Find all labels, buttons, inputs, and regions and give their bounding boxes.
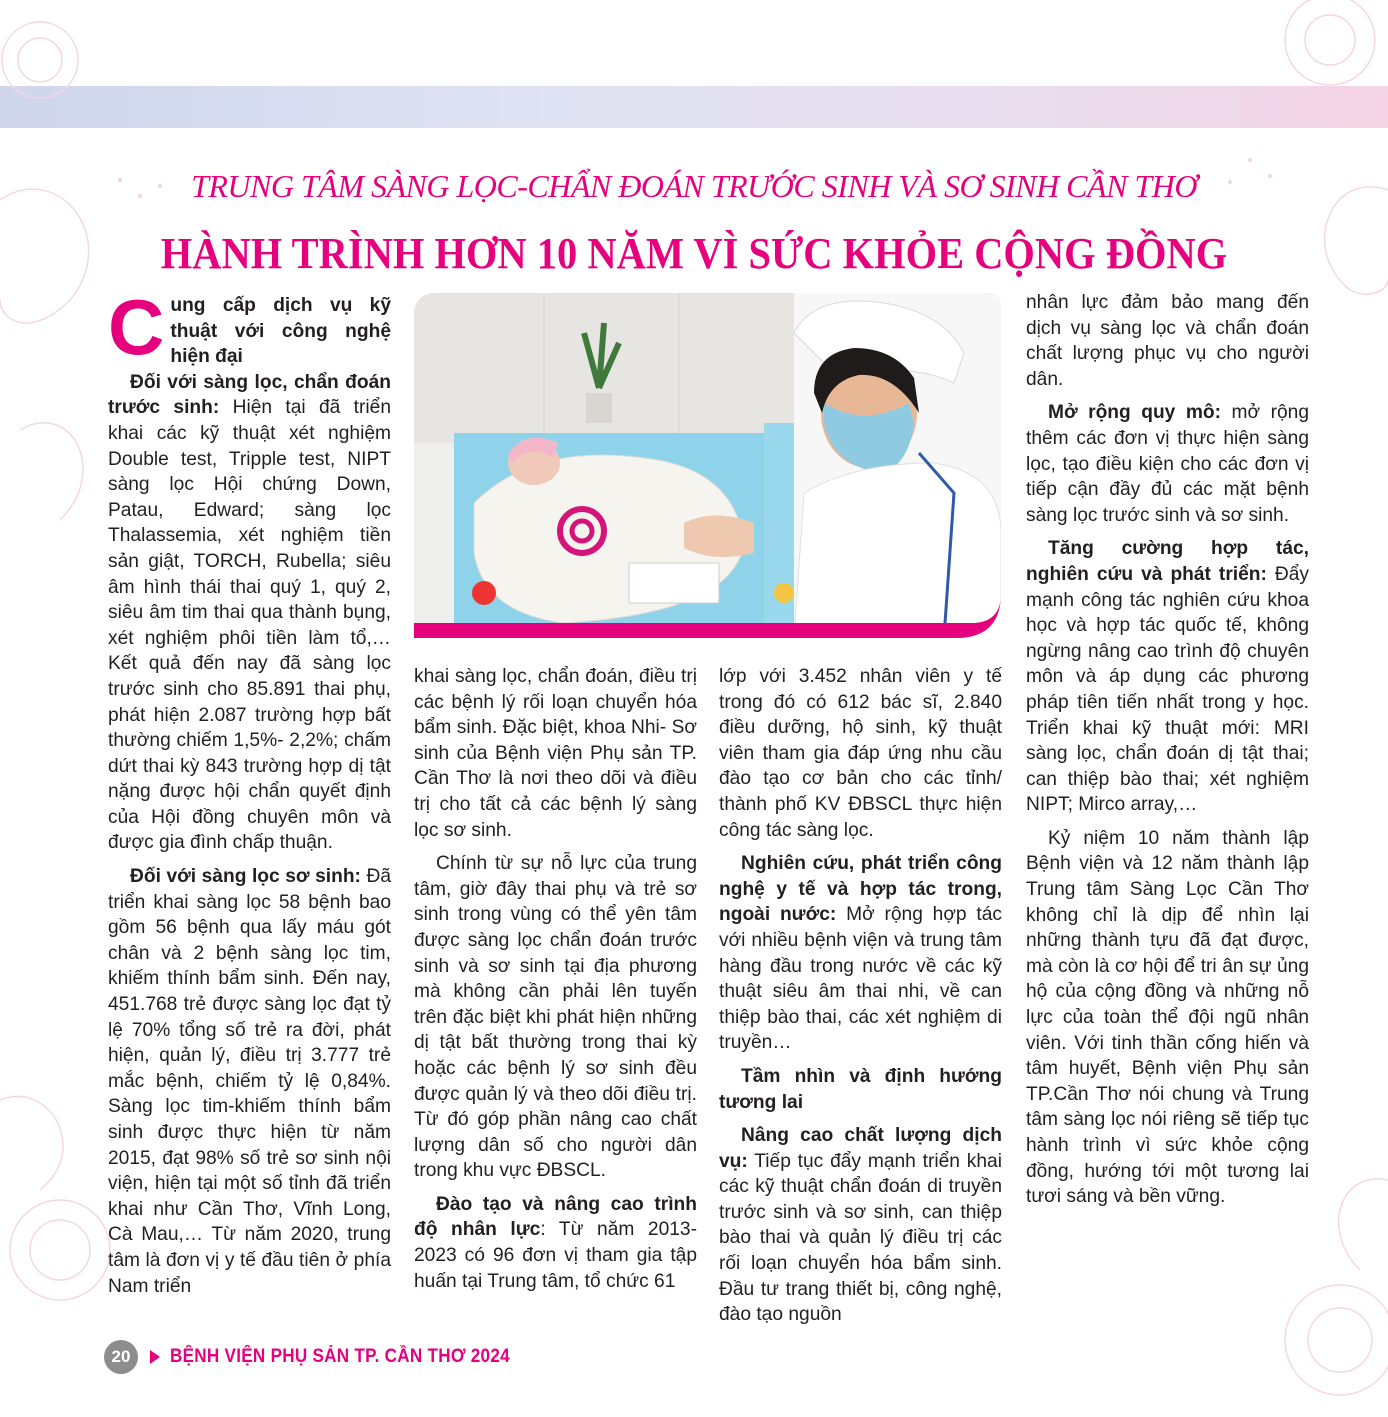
lead-newborn: Đối với sàng lọc sơ sinh: bbox=[130, 866, 361, 888]
article-title: HÀNH TRÌNH HƠN 10 NĂM VÌ SỨC KHỎE CỘNG ĐỒNG bbox=[160, 229, 1228, 278]
nurse-newborn-photo bbox=[414, 293, 1001, 638]
paragraph-research: Nghiên cứu, phát triển công nghệ y tế và hợp tác trong, ngoài nước: Mở rộng hợp tác với nhiều bệnh viện và trung tâm hàng đầu trong nước về các kỹ thuật siêu âm thai nhi, về can thiệp bào thai, các xét nghiệm di truyền… bbox=[719, 853, 1002, 1054]
lead-quality: Nâng cao chất lượng dịch vụ: bbox=[719, 1125, 1002, 1172]
paragraph-quality: Nâng cao chất lượng dịch vụ: Tiếp tục đẩy mạnh triển khai các kỹ thuật chẩn đoán di truyền trước sinh và sơ sinh, can thiệp bào thai và quản lý điều trị các rối loạn chuyển hóa bẩm sinh. Đầu tư trang thiết bị, công nghệ, đào tạo nguồn bbox=[719, 1125, 1002, 1326]
article-column-3 bbox=[719, 664, 1002, 1328]
section-heading-vision: Tầm nhìn và định hướng tương lai bbox=[719, 1065, 1002, 1113]
paragraph-training: Đào tạo và nâng cao trình độ nhân lực: Từ năm 2013-2023 có 96 đơn vị tham gia tập huấn tại Trung tâm, tổ chức 61 bbox=[414, 1193, 697, 1292]
drop-cap: C bbox=[108, 283, 165, 371]
article-subhead: ung cấp dịch vụ kỹ thuật với công nghệ hiện đại bbox=[170, 295, 391, 368]
paragraph-anniversary: Kỷ niệm 10 năm thành lập Bệnh viện và 12 năm thành lập Trung tâm Sàng Lọc Cần Thơ không chỉ là dịp để nhìn lại những thành tựu đã đạt được, mà còn là cơ hội để tri ân sự ủng hộ của cộng đồng và những nỗ lực của toàn thể đội ngũ nhân viên. Với tinh thần cống hiến và tâm huyết, Bệnh viện Phụ sản TP.Cần Thơ nói chung và Trung tâm sàng lọc nói riêng sẽ tiếp tục hành trình vì sức khỏe cộng đồng, hướng tới một tương lai tươi sáng và bền vững. bbox=[1026, 827, 1309, 1208]
paragraph-quality-continued: nhân lực đảm bảo mang đến dịch vụ sàng lọc và chẩn đoán chất lượng phục vụ cho người dân. bbox=[1026, 292, 1309, 390]
page-footer bbox=[104, 1337, 548, 1377]
paragraph-cooperation: Tăng cường hợp tác, nghiên cứu và phát triển: Đẩy mạnh công tác nghiên cứu khoa học và hợp tác quốc tế, không ngừng nâng cao trình độ chuyên môn và áp dụng các phương pháp tiên tiến nhất trong y học. Triển khai kỹ thuật mới: MRI sàng lọc, chẩn đoán dị tật thai; can thiệp bào thai; xét nghiệm NIPT; Mirco array,… bbox=[1026, 538, 1310, 816]
page-number: 20 bbox=[104, 1340, 138, 1374]
section-kicker: TRUNG TÂM SÀNG LỌC-CHẨN ĐOÁN TRƯỚC SINH VÀ SƠ SINH CẦN THƠ bbox=[191, 168, 1197, 204]
paragraph-training-continued: lớp với 3.452 nhân viên y tế trong đó có 612 bác sĩ, 2.840 điều dưỡng, hộ sinh, kỹ thuật viên tham gia đáp ứng nhu cầu đào tạo cơ bản cho các tỉnh/ thành phố KV ĐBSCL thực hiện công tác sàng lọc. bbox=[719, 666, 1002, 841]
lead-cooperation: Tăng cường hợp tác, nghiên cứu và phát triển: bbox=[1026, 538, 1309, 585]
paragraph-scale: Mở rộng quy mô: mở rộng thêm các đơn vị thực hiện sàng lọc, tạo điều kiện cho các đơn vị tiếp cận đầy đủ các mặt bệnh sàng lọc trước sinh và sơ sinh. bbox=[1026, 402, 1309, 526]
header-band bbox=[0, 86, 1388, 128]
article-column-1 bbox=[108, 283, 392, 1299]
paragraph-prenatal: Đối với sàng lọc, chẩn đoán trước sinh: Hiện tại đã triển khai các kỹ thuật xét nghiệm Double test, Tripple test, NIPT sàng lọc Hội chứng Down, Patau, Edward; sàng lọc Thalassemia, xét nghiệm tiền sản giật, TORCH, Rubella; siêu âm hình thái thai quý 1, quý 2, siêu âm tim thai qua thành bụng, xét nghiệm phôi tiền làm tổ,… Kết quả đến nay đã sàng lọc trước sinh cho 85.891 thai phụ, phát hiện 2.087 trường hợp bất thường chiếm 1,5%- 2,2%; chấm dứt thai kỳ 843 trường hợp dị tật nặng được hội chẩn quyết định của Hội đồng chuyên môn và được gia đình chấp thuận. bbox=[108, 371, 392, 854]
lead-scale: Mở rộng quy mô: bbox=[1048, 402, 1222, 424]
lead-training: Đào tạo và nâng cao trình độ nhân lực bbox=[414, 1193, 697, 1241]
publication-name: BỆNH VIỆN PHỤ SẢN TP. CẦN THƠ 2024 bbox=[170, 1346, 510, 1367]
paragraph-effort: Chính từ sự nỗ lực của trung tâm, giờ đây thai phụ và trẻ sơ sinh trong vùng có thể yên tâm được sàng lọc chẩn đoán trước sinh và sơ sinh tại địa phương mà không cần phải lên tuyến trên đặc biệt khi phát hiện những dị tật bất thường trong thai kỳ hoặc các bệnh lý sơ sinh đều được quản lý và theo dõi điều trị. Từ đó góp phần nâng cao chất lượng dân số cho người dân trong khu vực ĐBSCL. bbox=[414, 853, 697, 1182]
article-column-4 bbox=[1026, 290, 1309, 1210]
article-column-2 bbox=[414, 664, 697, 1294]
lead-prenatal: Đối với sàng lọc, chẩn đoán trước sinh: bbox=[108, 371, 391, 419]
triangle-right-icon bbox=[150, 1350, 160, 1364]
paragraph-newborn: Đối với sàng lọc sơ sinh: Đã triển khai sàng lọc 58 bệnh bao gồm 56 bệnh qua lấy máu gót chân và 2 bệnh sàng lọc tim, khiếm thính bẩm sinh. Đến nay, 451.768 trẻ được sàng lọc đạt tỷ lệ 70% tổng số trẻ ra đời, phát hiện, quản lý, điều trị 3.777 trẻ mắc bệnh, chiếm tỷ lệ 0,84%. Sàng lọc tim-khiếm thính bẩm sinh được thực hiện từ năm 2015, đạt 98% số trẻ sơ sinh nội viện, hiện tại một số tỉnh đã triển khai như Cần Thơ, Vĩnh Long, Cà Mau,… Từ năm 2020, trung tâm là đơn vị y tế đầu tiên ở phía Nam triển bbox=[108, 866, 392, 1297]
lead-research: Nghiên cứu, phát triển công nghệ y tế và hợp tác trong, ngoài nước: bbox=[719, 853, 1002, 926]
paragraph-newborn-continued: khai sàng lọc, chẩn đoán, điều trị các bệnh lý rối loạn chuyển hóa bẩm sinh. Đặc biệt, khoa Nhi- Sơ sinh của Bệnh viện Phụ sản TP. Cần Thơ là nơi theo dõi và điều trị cho tất cả các bệnh lý sàng lọc sơ sinh. bbox=[414, 666, 697, 841]
